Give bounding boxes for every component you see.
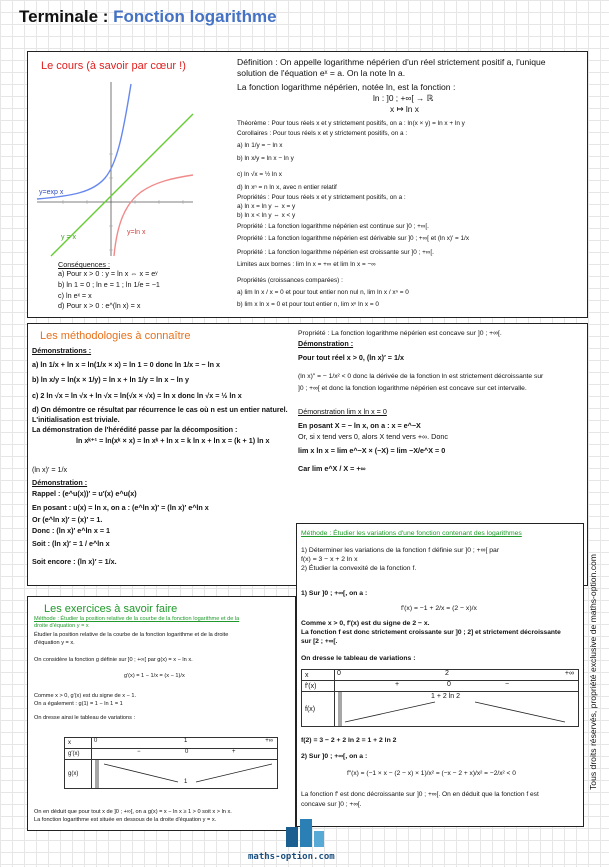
table-x-inf: +∞ — [265, 738, 273, 744]
table-fp-label: f′(x) — [302, 681, 335, 692]
table-x-1: 1 — [184, 738, 188, 744]
table-fp-sign: + — [395, 681, 400, 688]
table-fp-zero: 0 — [447, 681, 451, 688]
consequence-item: d) Pour x > 0 : e^(ln x) = x — [58, 301, 141, 310]
growth-line: Propriétés (croissances comparées) : — [237, 277, 343, 284]
exercise-line: On en déduit que pour tout x de ]0 ; +∞[, on a g(x) = x − ln x ≥ 1 > 0 soit x > ln x. — [34, 809, 232, 815]
exercices-panel — [27, 596, 296, 831]
variation-arrows — [335, 692, 583, 726]
cours-heading: Le cours (à savoir par cœur !) — [41, 60, 186, 72]
property-line: Propriétés : Pour tous réels x et y strictement positifs, on a : — [237, 194, 406, 201]
table-x-inf: +∞ — [564, 670, 574, 677]
exercise-line: On a également : g(1) = 1 − ln 1 = 1 — [34, 701, 123, 707]
exercise-line: Étudier la position relative de la courbe de la fonction logarithme et de la droite — [34, 632, 229, 638]
table-gp-sign: − — [137, 749, 141, 755]
etude-line: f(2) = 3 − 2 + 2 ln 2 = 1 + 2 ln 2 — [301, 737, 397, 744]
variation-arrows — [92, 760, 282, 788]
etude-line: 1) Sur ]0 ; +∞[, on a : — [301, 590, 368, 597]
log-exp-graph — [33, 74, 213, 259]
etude-line: La fonction f est donc strictement croissante sur ]0 ; 2] et strictement décroissante — [301, 629, 561, 636]
function-def-line: La fonction logarithme népérien, notée ln, est la fonction : — [237, 82, 456, 92]
ln-label: y=ln x — [127, 229, 146, 236]
property-line: Propriété : La fonction logarithme népérien est croissante sur ]0 ; +∞[. — [237, 249, 434, 256]
table-x-label: x — [302, 670, 335, 681]
exercise-line: d'équation y = x. — [34, 640, 75, 646]
table-g-min: 1 — [184, 779, 188, 785]
table-f-max: 1 + 2 ln 2 — [431, 693, 460, 700]
etude-line: On dresse le tableau de variations : — [301, 655, 416, 662]
etude-line: 2) Sur ]0 ; +∞[, on a : — [301, 753, 368, 760]
etude-line: f(x) = 3 − x + 2 ln x — [301, 556, 358, 563]
limit-demo-line: Or, si x tend vers 0, alors X tend vers +∞. Donc — [298, 432, 448, 441]
table-x-0: 0 — [337, 670, 341, 677]
etude-title: Méthode : Étudier les variations d'une fonction contenant des logarithmes — [301, 530, 522, 537]
etude-line: concave sur ]0 ; +∞[. — [301, 801, 362, 808]
g-variation-table — [64, 737, 278, 789]
etude-line: f″(x) = (−1 × x − (2 − x) × 1)/x² = (−x − 2 + x)/x² = −2/x² < 0 — [347, 770, 516, 777]
method-line: c) 2 ln √x = ln √x + ln √x = ln(√x × √x) = ln x donc ln √x = ½ ln x — [32, 391, 242, 400]
side-note-text: Tous droits réservés, propriété exclusive de maths-option.com — [588, 554, 598, 790]
method-line: (ln x)′ = 1/x — [32, 465, 68, 474]
method-line: Or (e^ln x)′ = (x)′ = 1. — [32, 515, 103, 524]
corollary-line: d) ln xⁿ = n ln x, avec n entier relatif — [237, 184, 337, 191]
table-x-2: 2 — [445, 670, 449, 677]
method-line: ln xᵏ⁺¹ = ln(xᵏ × x) = ln xᵏ + ln x = k ln x + ln x = (k + 1) ln x — [76, 436, 270, 445]
exp-curve — [37, 84, 131, 199]
method-line: Démonstration : — [32, 478, 88, 487]
concavity-line: (ln x)″ = − 1/x² < 0 donc la dérivée de la fonction ln est strictement décroissante sur — [298, 373, 544, 380]
exercise-line: Comme x > 0, g′(x) est du signe de x − 1. — [34, 693, 137, 699]
consequence-item: a) Pour x > 0 : y = ln x ⇔ x = eʸ — [58, 269, 158, 278]
function-map-line: x ↦ ln x — [390, 104, 419, 114]
etude-line: 2) Étudier la convexité de la fonction f. — [301, 565, 417, 572]
consequences-heading: Conséquences : — [58, 260, 110, 269]
method-line: En posant : u(x) = ln x, on a : (e^ln x)′ = (ln x)′ e^ln x — [32, 503, 209, 512]
table-g-label: g(x) — [65, 760, 92, 789]
etude-line: f′(x) = −1 + 2/x = (2 − x)/x — [401, 605, 477, 612]
corollary-line: c) ln √x = ½ ln x — [237, 171, 282, 178]
function-map-line: ln : ]0 ; +∞[ → ℝ — [373, 93, 434, 103]
definition-line: Définition : On appelle logarithme népérien d'un réel strictement positif a, l'unique — [237, 57, 546, 67]
method-line: d) On démontre ce résultat par récurrence le cas où n est un entier naturel. — [32, 405, 288, 414]
method-line: Rappel : (e^u(x))′ = u′(x) e^u(x) — [32, 489, 137, 498]
limit-demo-line: Démonstration lim x ln x = 0 — [298, 407, 387, 416]
table-gp-sign: + — [232, 749, 236, 755]
concavity-line: ]0 ; +∞[ et donc la fonction logarithme népérien est concave sur cet intervalle. — [298, 385, 527, 392]
table-fp-sign: − — [505, 681, 510, 688]
consequence-item: c) ln eˣ = x — [58, 291, 92, 300]
concavity-line: Démonstration : — [298, 339, 354, 348]
title-prefix: Terminale : — [19, 7, 114, 26]
property-line: b) ln x < ln y ⇔ x < y — [237, 212, 296, 219]
method-line: Soit encore : (ln x)′ = 1/x. — [32, 557, 117, 566]
exercise-line: droite d'équation y = x — [34, 623, 89, 629]
growth-line: a) lim ln x / x = 0 et pour tout entier non nul n, lim ln x / xⁿ = 0 — [237, 289, 409, 296]
growth-line: b) lim x ln x = 0 et pour tout entier n, lim xⁿ ln x = 0 — [237, 301, 379, 308]
exercices-heading: Les exercices à savoir faire — [44, 603, 178, 615]
method-line: Soit : (ln x)′ = 1 / e^ln x — [32, 539, 110, 548]
exercise-line: On dresse ainsi le tableau de variations : — [34, 715, 136, 721]
etude-line: sur [2 ; +∞[. — [301, 638, 338, 645]
method-line: L'initialisation est triviale. — [32, 415, 120, 424]
etude-line: La fonction f′ est donc décroissante sur ]0 ; +∞[. On en déduit que la fonction f est — [301, 791, 539, 798]
consequence-item: b) ln 1 = 0 ; ln e = 1 ; ln 1/e = −1 — [58, 280, 160, 289]
method-line: b) ln x/y = ln(x × 1/y) = ln x + ln 1/y = ln x − ln y — [32, 375, 189, 384]
title-subject: Fonction logarithme — [113, 7, 277, 26]
property-line: Propriété : La fonction logarithme népérien est continue sur ]0 ; +∞[. — [237, 223, 429, 230]
footer-site[interactable]: maths-option.com — [248, 852, 335, 862]
table-f-label: f(x) — [302, 692, 335, 727]
limit-demo-line: Car lim e^X / X = +∞ — [298, 464, 366, 473]
concavity-line: Pour tout réel x > 0, (ln x)′ = 1/x — [298, 353, 404, 362]
corollary-line: a) ln 1/y = − ln x — [237, 142, 283, 149]
method-line: a) ln 1/x + ln x = ln(1/x × x) = ln 1 = 0 donc ln 1/x = − ln x — [32, 360, 220, 369]
etude-line: Comme x > 0, f′(x) est du signe de 2 − x. — [301, 620, 430, 627]
exp-label: y=exp x — [39, 189, 64, 196]
method-line: Donc : (ln x)′ e^ln x = 1 — [32, 526, 111, 535]
concavity-line: Propriété : La fonction logarithme népérien est concave sur ]0 ; +∞[. — [298, 330, 502, 337]
ln-curve — [114, 175, 193, 256]
table-gp-zero: 0 — [185, 749, 189, 755]
limits-line: Limites aux bornes : lim ln x = +∞ et lim ln x = −∞ — [237, 261, 376, 268]
f-variation-table — [301, 669, 579, 727]
exercise-line: La fonction logarithme est située en dessous de la droite d'équation y = x. — [34, 817, 217, 823]
limit-demo-line: lim x ln x = lim e^−X × (−X) = lim −X/e^X = 0 — [298, 446, 446, 455]
identity-label: y = x — [61, 234, 76, 241]
limit-demo-line: En posant X = − ln x, on a : x = e^−X — [298, 421, 421, 430]
cours-panel — [27, 51, 588, 318]
method-line: Démonstrations : — [32, 346, 92, 355]
table-x-label: x — [65, 738, 92, 749]
corollary-line: b) ln x/y = ln x − ln y — [237, 155, 294, 162]
site-logo — [278, 815, 330, 851]
table-gp-label: g′(x) — [65, 749, 92, 760]
etude-panel — [296, 523, 584, 827]
property-line: Propriété : La fonction logarithme népérien est dérivable sur ]0 ; +∞[ et (ln x)′ = 1/x — [237, 235, 470, 242]
method-line: La démonstration de l'hérédité passe par la décomposition : — [32, 425, 238, 434]
theorem-line: Théorème : Pour tous réels x et y strictement positifs, on a : ln(x × y) = ln x + ln y — [237, 120, 465, 127]
corollary-line: Corollaires : Pour tous réels x et y strictement positifs, on a : — [237, 130, 408, 137]
etude-line: 1) Déterminer les variations de la fonction f définie sur ]0 ; +∞[ par — [301, 547, 500, 554]
property-line: a) ln x = ln y ⇔ x = y — [237, 203, 296, 210]
methodes-heading: Les méthodologies à connaître — [40, 330, 191, 342]
definition-line: solution de l'équation eˣ = a. On la note ln a. — [237, 68, 406, 78]
exercise-line: Méthode : Étudier la position relative de la courbe de la fonction logarithme et de la — [34, 616, 240, 622]
exercise-line: g′(x) = 1 − 1/x = (x − 1)/x — [124, 673, 185, 679]
page-title — [19, 7, 277, 27]
table-x-0: 0 — [94, 738, 98, 744]
exercise-line: On considère la fonction g définie sur ]0 ; +∞[ par g(x) = x − ln x. — [34, 657, 193, 663]
